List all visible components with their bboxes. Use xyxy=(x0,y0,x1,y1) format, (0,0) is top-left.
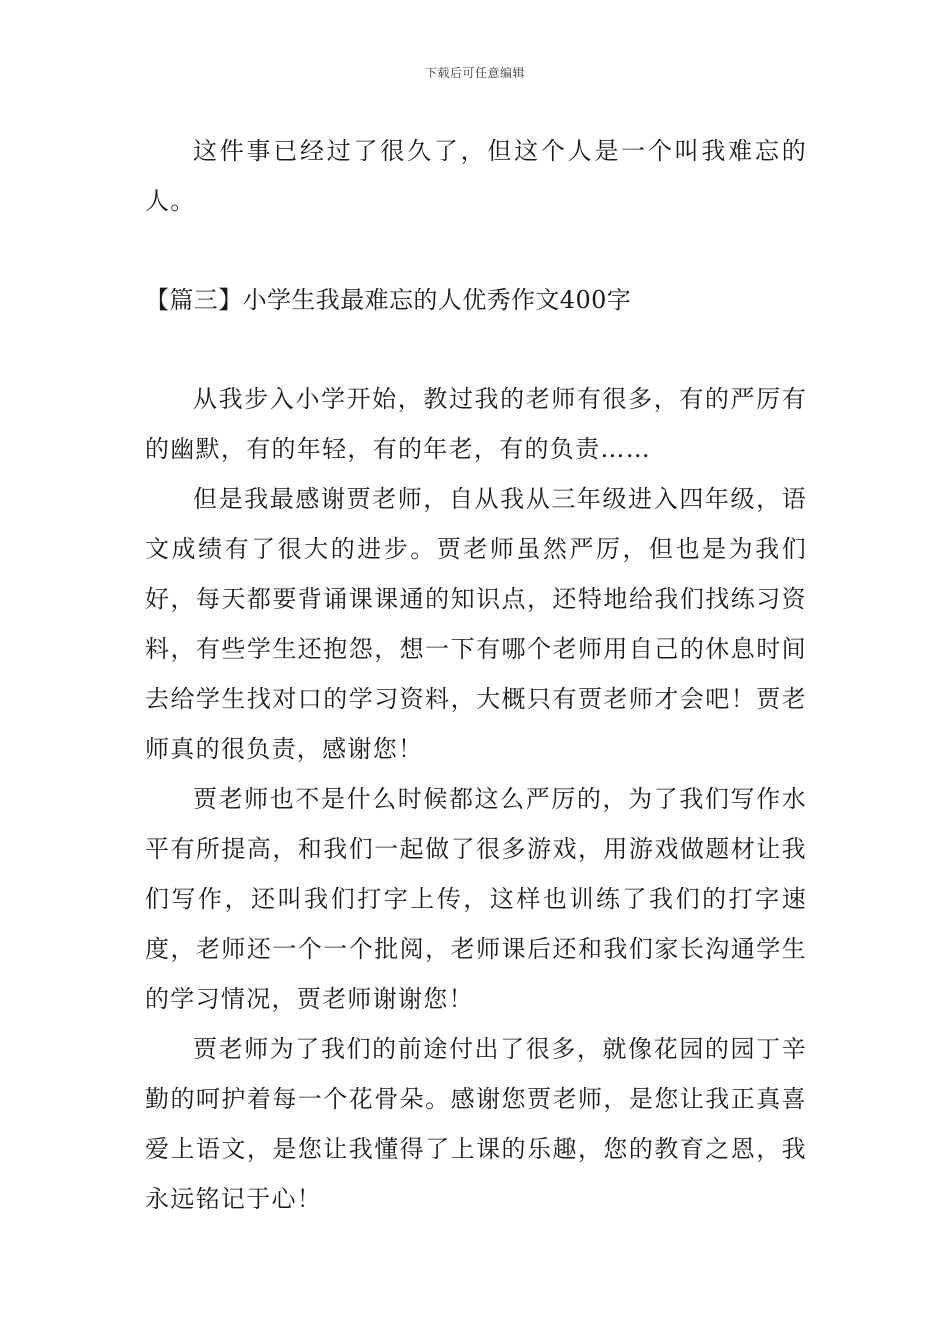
section-heading: 【篇三】小学生我最难忘的人优秀作文400字 xyxy=(145,286,632,314)
body-paragraph-1: 从我步入小学开始，教过我的老师有很多，有的严厉有的幽默，有的年轻，有的年老，有的负责…… xyxy=(145,385,807,463)
body-paragraph-3: 贾老师也不是什么时候都这么严厉的，为了我们写作水平有所提高，和我们一起做了很多游戏，用游戏做题材让我们写作，还叫我们打字上传，这样也训练了我们的打字速度，老师还一个一个批阅，老师课后还和我们家长沟通学生的学习情况，贾老师谢谢您！ xyxy=(145,785,807,1013)
page-header: 下载后可任意编辑 xyxy=(424,66,525,80)
body-paragraph-2: 但是我最感谢贾老师，自从我从三年级进入四年级，语文成绩有了很大的进步。贾老师虽然严厉，但也是为我们好，每天都要背诵课课通的知识点，还特地给我们找练习资料，有些学生还抱怨，想一下有哪个老师用自己的休息时间去给学生找对口的学习资料，大概只有贾老师才会吧！贾老师真的很负责，感谢您！ xyxy=(145,485,807,763)
spacer xyxy=(145,226,807,275)
spacer xyxy=(145,325,807,374)
document-body xyxy=(145,126,807,1224)
continuation-paragraph: 这件事已经过了很久了，但这个人是一个叫我难忘的人。 xyxy=(145,137,807,215)
body-paragraph-4: 贾老师为了我们的前途付出了很多，就像花园的园丁辛勤的呵护着每一个花骨朵。感谢您贾老师，是您让我正真喜爱上语文，是您让我懂得了上课的乐趣，您的教育之恩，我永远铭记于心！ xyxy=(145,1035,807,1213)
